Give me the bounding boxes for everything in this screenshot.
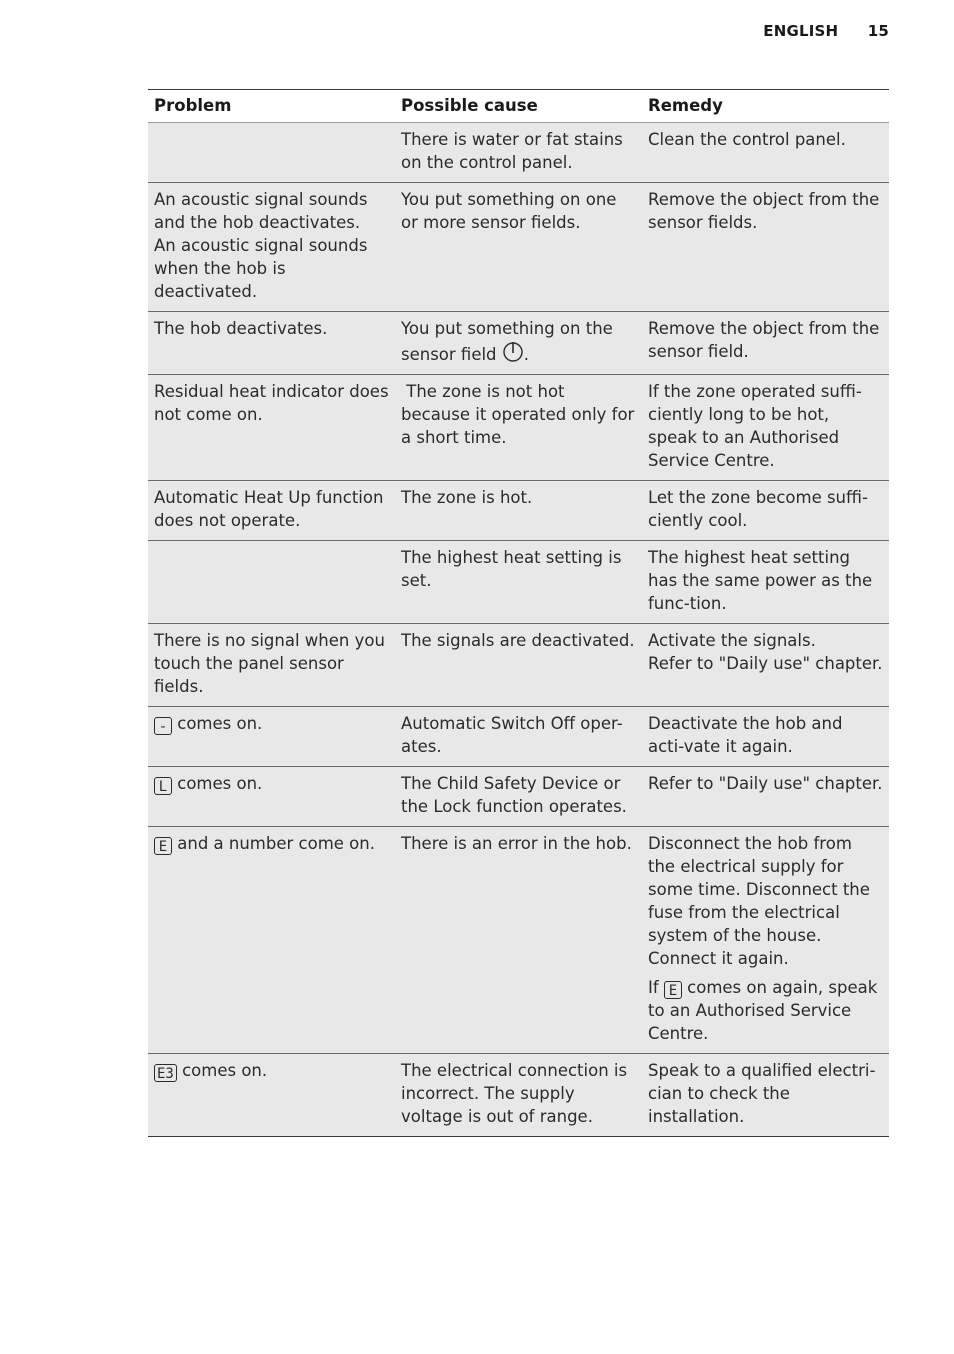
- table-row: [148, 707, 889, 767]
- remedy-text: Refer to "Daily use" chapter.: [648, 654, 883, 673]
- table-row: [148, 375, 889, 481]
- column-header-remedy: Remedy: [642, 90, 889, 123]
- table-header-row: [148, 90, 889, 123]
- power-icon-graphic: [502, 340, 524, 362]
- problem-cell: [148, 541, 395, 624]
- remedy-text: Activate the signals.: [648, 631, 816, 650]
- remedy-cell: If the zone operated suffi-ciently long to be hot, speak to an Authorised Service Centre.: [642, 375, 889, 481]
- remedy-cell: Remove the object from the sensor fields.: [642, 183, 889, 312]
- display-symbol-l: L: [154, 777, 172, 795]
- table-row: [148, 827, 889, 1054]
- problem-cell: [148, 183, 395, 312]
- cause-cell: Automatic Switch Off oper-ates.: [395, 707, 642, 767]
- problem-cell: [148, 1054, 395, 1137]
- cause-cell: You put something on one or more sensor fields.: [395, 183, 642, 312]
- cause-cell: [395, 312, 642, 375]
- power-icon: [502, 340, 524, 362]
- problem-cell: [148, 707, 395, 767]
- column-header-problem: Problem: [148, 90, 395, 123]
- problem-text: comes on.: [176, 1061, 268, 1080]
- problem-text: comes on.: [172, 714, 263, 733]
- table-row: [148, 1054, 889, 1137]
- cause-text: You put something on the sensor field: [401, 319, 613, 364]
- remedy-prefix: If: [648, 978, 664, 997]
- page-header: [763, 22, 889, 40]
- remedy-text: Disconnect the hob from the electrical supply for some time. Disconnect the fuse from the electrical system of the house. Connect it again.: [648, 834, 870, 968]
- table-row: [148, 541, 889, 624]
- remedy-cell: Deactivate the hob and acti-vate it again.: [642, 707, 889, 767]
- remedy-cell: Remove the object from the sensor field.: [642, 312, 889, 375]
- cause-cell: The Child Safety Device or the Lock function operates.: [395, 767, 642, 827]
- problem-cell: The hob deactivates.: [148, 312, 395, 375]
- problem-cell: There is no signal when you touch the panel sensor fields.: [148, 624, 395, 707]
- remedy-cell: Let the zone become suffi-ciently cool.: [642, 481, 889, 541]
- problem-cell: [148, 767, 395, 827]
- problem-text: An acoustic signal sounds and the hob deactivates.: [154, 190, 368, 232]
- remedy-cell: [642, 827, 889, 1054]
- cause-cell: The signals are deactivated.: [395, 624, 642, 707]
- problem-cell: [148, 123, 395, 183]
- troubleshooting-table: [148, 89, 889, 1137]
- cause-cell: There is an error in the hob.: [395, 827, 642, 1054]
- cause-suffix: .: [523, 345, 530, 364]
- remedy-cell: The highest heat setting has the same power as the func-tion.: [642, 541, 889, 624]
- remedy-cell: Speak to a qualified electri-cian to check the installation.: [642, 1054, 889, 1137]
- table-row: [148, 183, 889, 312]
- cause-cell: The electrical connection is incorrect. The supply voltage is out of range.: [395, 1054, 642, 1137]
- remedy-cell: Refer to "Daily use" chapter.: [642, 767, 889, 827]
- cause-cell: The highest heat setting is set.: [395, 541, 642, 624]
- table-row: [148, 123, 889, 183]
- language-label: ENGLISH: [763, 22, 839, 40]
- problem-text: An acoustic signal sounds when the hob is deactivated.: [154, 236, 368, 301]
- problem-text: comes on.: [172, 774, 263, 793]
- display-symbol-dash: -: [154, 717, 172, 735]
- remedy-text-2: [648, 976, 883, 1045]
- table-row: [148, 312, 889, 375]
- table-row: [148, 481, 889, 541]
- remedy-cell: Clean the control panel.: [642, 123, 889, 183]
- remedy-cell: [642, 624, 889, 707]
- cause-cell: The zone is not hot because it operated only for a short time.: [395, 375, 642, 481]
- problem-text: and a number come on.: [172, 834, 375, 853]
- problem-cell: Automatic Heat Up function does not operate.: [148, 481, 395, 541]
- column-header-cause: Possible cause: [395, 90, 642, 123]
- remedy-continuation: comes on again, speak to an Authorised Service Centre.: [648, 978, 883, 1043]
- display-symbol-e3: E3: [154, 1064, 177, 1082]
- page-number: 15: [867, 22, 889, 40]
- display-symbol-e: E: [154, 837, 172, 855]
- problem-cell: Residual heat indicator does not come on.: [148, 375, 395, 481]
- table-row: [148, 767, 889, 827]
- display-symbol-e: E: [664, 981, 682, 999]
- cause-cell: The zone is hot.: [395, 481, 642, 541]
- cause-cell: There is water or fat stains on the control panel.: [395, 123, 642, 183]
- table-row: [148, 624, 889, 707]
- problem-cell: [148, 827, 395, 1054]
